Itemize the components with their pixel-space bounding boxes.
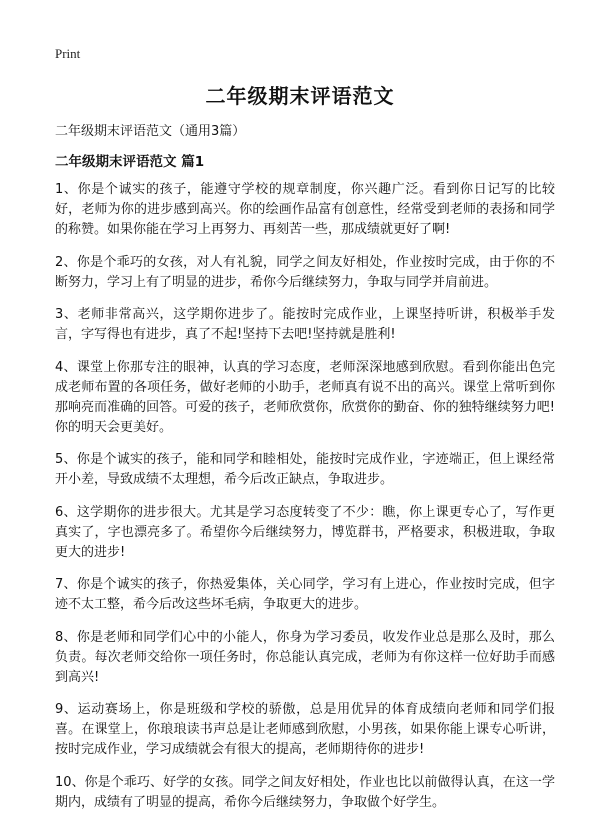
comment-paragraph: 9、运动赛场上，你是班级和学校的骄傲，总是用优异的体育成绩向老师和同学们报喜。在课堂上，你琅琅读书声总是让老师感到欣慰，小男孩，如果你能上课专心听讲，按时完成作业，学习成绩就会有很大的提高，老师期待你的进步! <box>55 702 555 757</box>
comment-paragraph: 5、你是个诚实的孩子，能和同学和睦相处，能按时完成作业，字迹端正，但上课经常开小差，导致成绩不太理想，希今后改正缺点，争取进步。 <box>55 452 555 487</box>
page-title: 二年级期末评语范文 <box>205 84 395 108</box>
print-link[interactable]: Print <box>55 46 81 61</box>
comment-paragraph: 10、你是个乖巧、好学的女孩。同学之间友好相处，作业也比以前做得认真，在这一学期内，成绩有了明显的提高，希你今后继续努力，争取做个好学生。 <box>55 774 555 810</box>
comment-paragraph: 2、你是个乖巧的女孩，对人有礼貌，同学之间友好相处，作业按时完成，由于你的不断努力，学习上有了明显的进步，希你今后继续努力，争取与同学并肩前进。 <box>55 254 555 290</box>
comment-paragraph: 6、这学期你的进步很大。尤其是学习态度转变了不少：瞧，你上课更专心了，写作更真实了，字也漂亮多了。希望你今后继续努力，博览群书，严格要求，积极进取，争取更大的进步! <box>55 504 555 560</box>
comment-paragraph: 4、课堂上你那专注的眼神，认真的学习态度，老师深深地感到欣慰。看到你能出色完成老师布置的各项任务，做好老师的小助手，老师真有说不出的高兴。课堂上常听到你那响亮而准确的回答。可爱的孩子，老师欣赏你，欣赏你的勤奋、你的独特继续努力吧!你的明天会更美好。 <box>55 359 555 435</box>
comment-paragraph: 7、你是个诚实的孩子，你热爱集体，关心同学，学习有上进心，作业按时完成，但字迹不太工整，希今后改这些坏毛病，争取更大的进步。 <box>55 577 555 612</box>
comment-list <box>55 180 555 825</box>
comment-paragraph: 1、你是个诚实的孩子，能遵守学校的规章制度，你兴趣广泛。看到你日记写的比较好，老师为你的进步感到高兴。你的绘画作品富有创意性，经常受到老师的表扬和同学的称赞。如果你能在学习上再努力、再刻苦一些，那成绩就更好了啊! <box>55 182 555 237</box>
section-heading: 二年级期末评语范文 篇1 <box>55 154 205 170</box>
document-subtitle: 二年级期末评语范文（通用3篇） <box>55 124 246 139</box>
comment-paragraph: 3、老师非常高兴，这学期你进步了。能按时完成作业，上课坚持听讲，积极举手发言，字写得也有进步，真了不起!坚持下去吧!坚持就是胜利! <box>55 307 555 342</box>
comment-paragraph: 8、你是老师和同学们心中的小能人，你身为学习委员，收发作业总是那么及时，那么负责。每次老师交给你一项任务时，你总能认真完成，老师为有你这样一位好助手而感到高兴! <box>55 629 555 685</box>
